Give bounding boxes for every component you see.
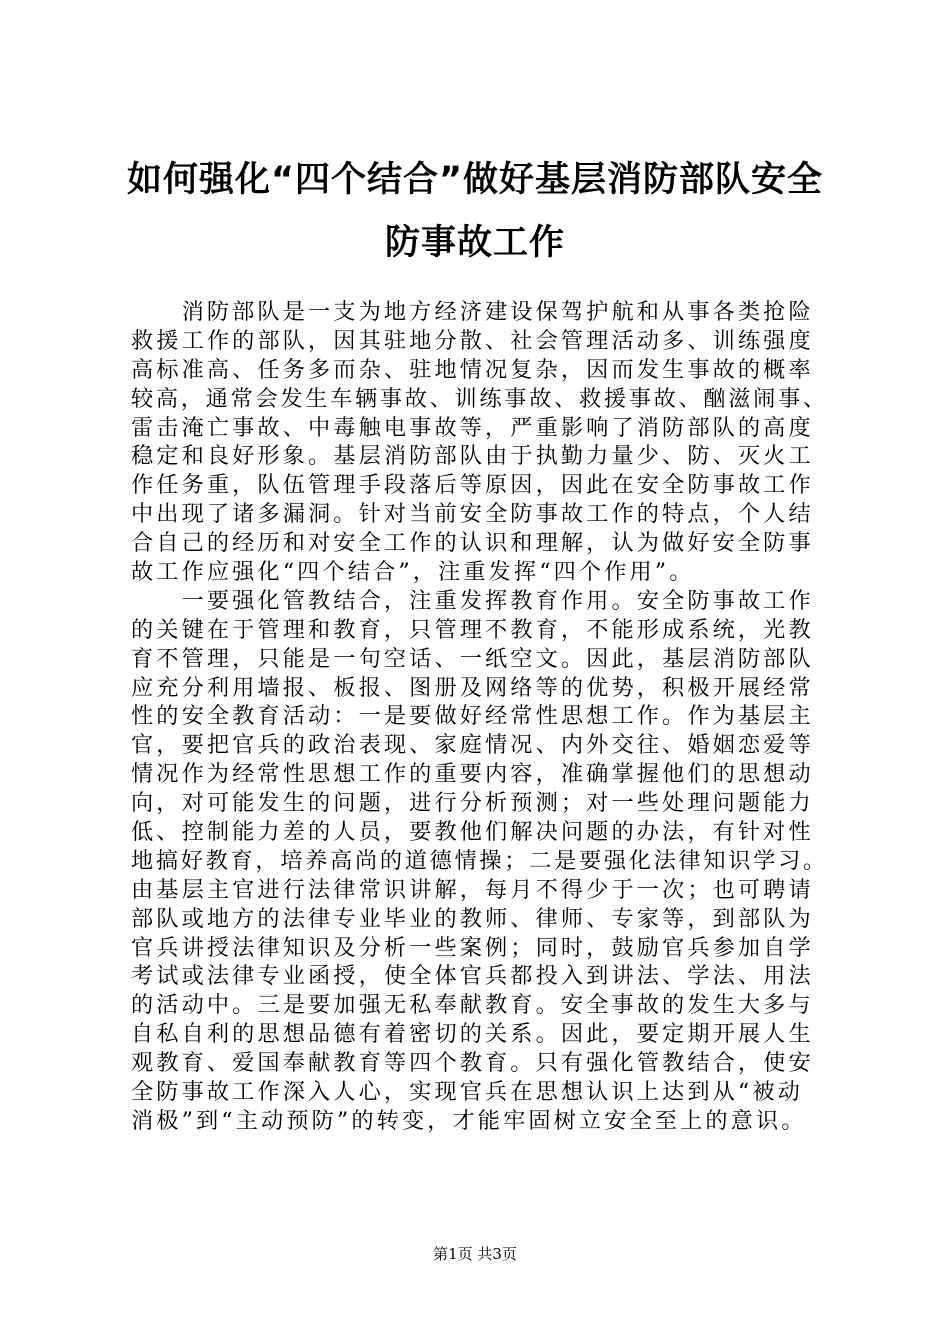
body-line: 应充分利用墙报、板报、图册及网络等的优势，积极开展经常 [131,674,814,701]
body-line: 雷击淹亡事故、中毒触电事故等，严重影响了消防部队的高度 [131,414,814,441]
body-line: 部队或地方的法律专业毕业的教师、律师、专家等，到部队为 [131,905,814,932]
body-line: 消极”到“主动预防”的转变，才能牢固树立安全至上的意识。 [131,1107,807,1134]
body-line: 较高，通常会发生车辆事故、训练事故、救援事故、酗滋闹事、 [131,385,828,412]
body-line: 地搞好教育，培养高尚的道德情操；二是要强化法律知识学习。 [131,847,828,874]
body-line: 消防部队是一支为地方经济建设保驾护航和从事各类抢险 [131,299,814,325]
document-title-line-1: 如何强化“四个结合”做好基层消防部队安全 [126,160,823,200]
body-line: 育不管理，只能是一句空话、一纸空文。因此，基层消防部队 [131,645,814,672]
body-line: 官兵讲授法律知识及分析一些案例；同时，鼓励官兵参加自学 [131,934,814,961]
page-footer: 第1页 共3页 [433,1245,517,1263]
body-line: 一要强化管教结合，注重发挥教育作用。安全防事故工作 [131,587,814,614]
body-line: 的关键在于管理和教育，只管理不教育，不能形成系统，光教 [131,616,814,643]
body-line: 中出现了诸多漏洞。针对当前安全防事故工作的特点，个人结 [131,501,814,528]
body-line: 低、控制能力差的人员，要教他们解决问题的办法，有针对性 [131,819,814,846]
body-line: 情况作为经常性思想工作的重要内容，准确掌握他们的思想动 [131,761,814,788]
body-line: 的活动中。三是要加强无私奉献教育。安全事故的发生大多与 [131,992,814,1019]
body-line: 考试或法律专业函授，使全体官兵都投入到讲法、学法、用法 [131,963,814,990]
document-title-line-2: 防事故工作 [384,223,565,263]
body-line: 故工作应强化“四个结合”，注重发挥“四个作用”。 [131,559,695,586]
body-line: 全防事故工作深入人心，实现官兵在思想认识上达到从“被动 [131,1079,803,1106]
body-line: 高标准高、任务多而杂、驻地情况复杂，因而发生事故的概率 [131,356,814,383]
body-line: 作任务重，队伍管理手段落后等原因，因此在安全防事故工作 [131,472,814,499]
body-line: 观教育、爱国奉献教育等四个教育。只有强化管教结合，使安 [131,1050,814,1077]
document-body [131,298,831,1136]
body-line: 向，对可能发生的问题，进行分析预测；对一些处理问题能力 [131,790,814,817]
body-line: 合自己的经历和对安全工作的认识和理解，认为做好安全防事 [131,530,814,557]
body-line: 自私自利的思想品德有着密切的关系。因此，要定期开展人生 [131,1021,814,1048]
body-line: 救援工作的部队，因其驻地分散、社会管理活动多、训练强度 [131,327,814,354]
body-line: 官，要把官兵的政治表现、家庭情况、内外交往、婚姻恋爱等 [131,732,814,759]
body-line: 由基层主官进行法律常识讲解，每月不得少于一次；也可聘请 [131,876,814,903]
body-line: 稳定和良好形象。基层消防部队由于执勤力量少、防、灭火工 [131,443,814,470]
body-line: 性的安全教育活动：一是要做好经常性思想工作。作为基层主 [131,703,814,730]
